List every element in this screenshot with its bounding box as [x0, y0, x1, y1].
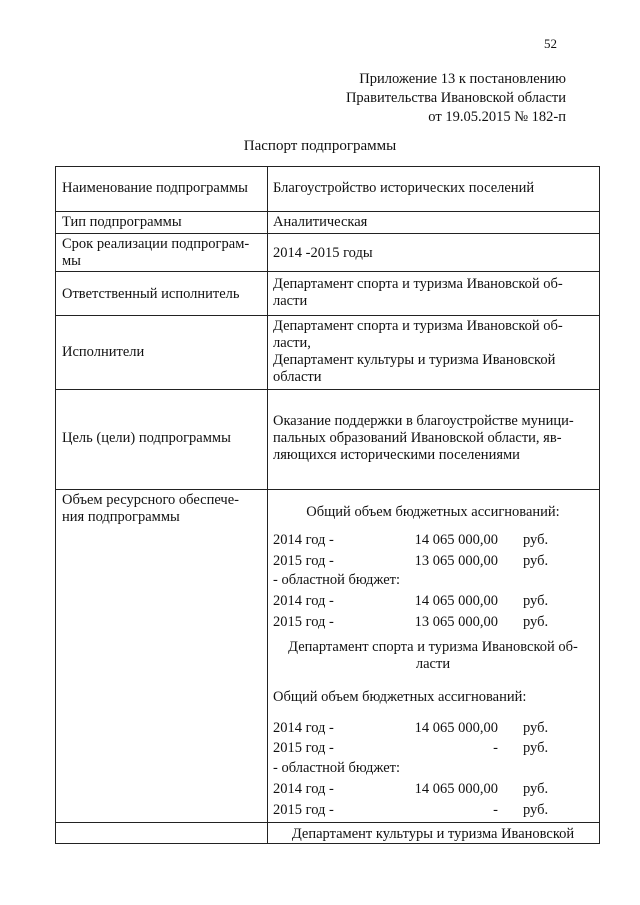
year: 2014 год -: [273, 593, 334, 609]
amount: 14 065 000,00: [414, 593, 498, 609]
funding-total-heading: Общий объем бюджетных ассигнований:: [306, 504, 560, 520]
amount: -: [493, 802, 498, 818]
label-name: Наименование подпрограммы: [62, 180, 248, 196]
unit: руб.: [523, 802, 549, 818]
passport-table: [55, 166, 600, 844]
funding-sport-2014: [273, 719, 593, 738]
amount: 14 065 000,00: [414, 720, 498, 736]
label-executors: Исполнители: [62, 344, 145, 360]
value-executors-line-4: области: [273, 369, 322, 385]
label-term: [62, 236, 262, 270]
value-goal: [273, 413, 593, 464]
value-executors-line-2: ласти,: [273, 335, 311, 351]
amount: 14 065 000,00: [414, 532, 498, 548]
appendix-line-3: от 19.05.2015 № 182-п: [428, 109, 566, 125]
value-executors: [273, 318, 593, 386]
value-responsible-line-2: ласти: [273, 293, 308, 309]
value-executors-line-1: Департамент спорта и туризма Ивановской об-: [273, 318, 563, 334]
funding-sport-2015: [273, 739, 593, 758]
funding-regional-2014: [273, 592, 593, 611]
label-term-line-1: Срок реализации подпрограм-: [62, 236, 250, 252]
page-number: 52: [544, 36, 557, 51]
funding-dept-culture: Департамент культуры и туризма Ивановской: [291, 826, 575, 842]
amount: 14 065 000,00: [414, 781, 498, 797]
label-funding: [62, 492, 262, 526]
funding-sport-regional-label: - областной бюджет:: [273, 760, 401, 776]
funding-dept-sport-line-2: ласти: [415, 656, 451, 672]
amount: 13 065 000,00: [414, 553, 498, 569]
value-goal-line-3: ляющихся историческими поселениями: [273, 447, 520, 463]
funding-regional-2015: [273, 613, 593, 632]
value-type: Аналитическая: [273, 214, 368, 230]
label-type: Тип подпрограммы: [62, 214, 182, 230]
value-executors-line-3: Департамент культуры и туризма Ивановской: [273, 352, 556, 368]
label-term-line-2: мы: [62, 253, 81, 269]
appendix-line-1: Приложение 13 к постановлению: [359, 71, 566, 87]
year: 2015 год -: [273, 553, 334, 569]
unit: руб.: [523, 740, 549, 756]
funding-total-2014: [273, 531, 593, 550]
label-responsible: Ответственный исполнитель: [62, 286, 240, 302]
unit: руб.: [523, 614, 549, 630]
amount: 13 065 000,00: [414, 614, 498, 630]
year: 2015 год -: [273, 802, 334, 818]
value-responsible: [273, 276, 593, 310]
unit: руб.: [523, 593, 549, 609]
funding-dept-sport-line-1: Департамент спорта и туризма Ивановской об-: [288, 639, 578, 655]
appendix-header: [346, 70, 566, 127]
unit: руб.: [523, 532, 549, 548]
funding-regional-label: - областной бюджет:: [273, 572, 401, 588]
year: 2015 год -: [273, 740, 334, 756]
year: 2014 год -: [273, 532, 334, 548]
value-responsible-line-1: Департамент спорта и туризма Ивановской об-: [273, 276, 563, 292]
value-goal-line-1: Оказание поддержки в благоустройстве муници-: [273, 413, 574, 429]
year: 2014 год -: [273, 720, 334, 736]
unit: руб.: [523, 720, 549, 736]
funding-dept-sport: [273, 639, 593, 673]
year: 2015 год -: [273, 614, 334, 630]
document-title: Паспорт подпрограммы: [243, 138, 397, 154]
value-term: 2014 -2015 годы: [273, 245, 373, 261]
label-goal: Цель (цели) подпрограммы: [62, 430, 231, 446]
appendix-line-2: Правительства Ивановской области: [345, 90, 566, 106]
amount: -: [493, 740, 498, 756]
unit: руб.: [523, 553, 549, 569]
funding-sport-heading: Общий объем бюджетных ассигнований:: [273, 689, 527, 705]
unit: руб.: [523, 781, 549, 797]
funding-sport-regional-2015: [273, 801, 593, 820]
value-goal-line-2: пальных образований Ивановской области, яв-: [273, 430, 562, 446]
value-name: Благоустройство исторических поселений: [273, 180, 535, 196]
funding-sport-regional-2014: [273, 780, 593, 799]
funding-total-2015: [273, 552, 593, 571]
label-funding-line-1: Объем ресурсного обеспече-: [62, 492, 239, 508]
year: 2014 год -: [273, 781, 334, 797]
label-funding-line-2: ния подпрограммы: [62, 509, 180, 525]
